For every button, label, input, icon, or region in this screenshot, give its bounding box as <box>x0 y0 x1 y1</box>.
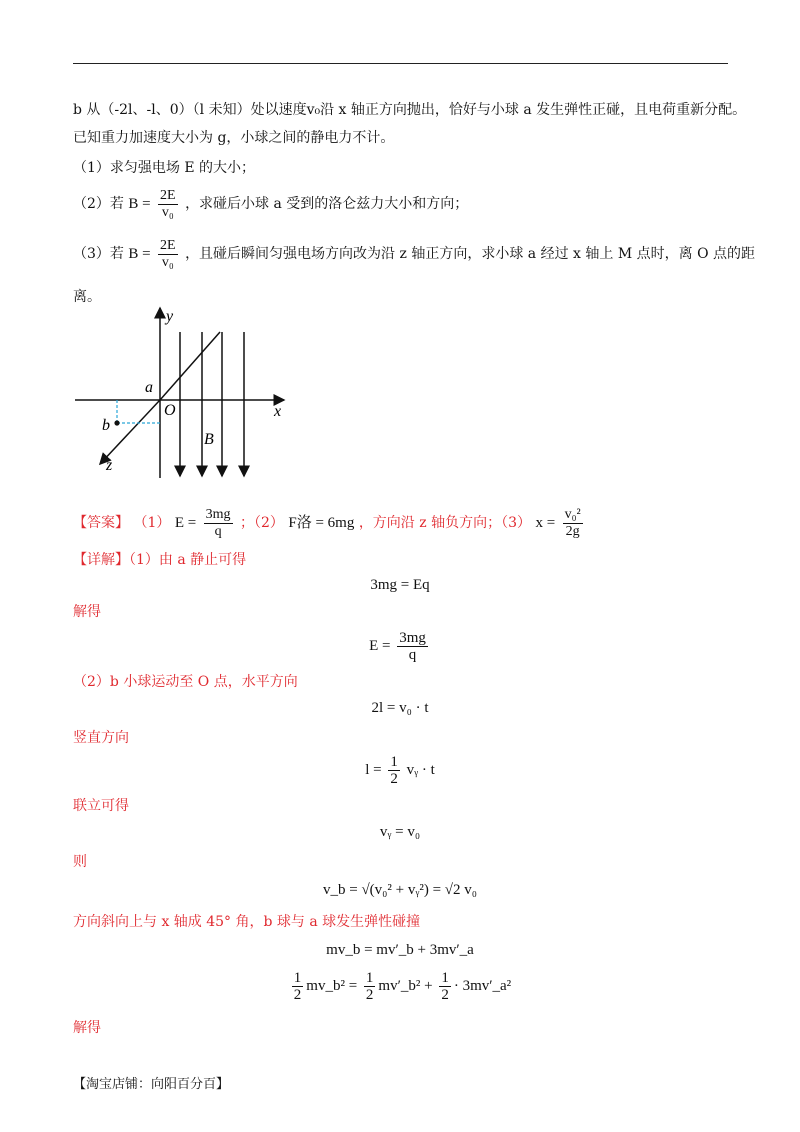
label-B: B <box>204 431 214 448</box>
equation-6: v_b = √(v₀² + vᵧ²) = √2 v₀ <box>322 882 477 898</box>
answer-force: F洛 = 6mg <box>288 515 355 531</box>
field-diagram <box>70 302 300 482</box>
answer-x-fraction <box>563 507 583 540</box>
problem-line-2: 已知重力加速度大小为 g，小球之间的静电力不计。 <box>73 130 395 146</box>
equation-2-num: 3mg <box>399 630 426 647</box>
equation-8-half-1-num: 1 <box>293 970 302 987</box>
question-3-end: 离。 <box>73 289 101 305</box>
equation-8-half-1-den: 2 <box>293 987 302 1004</box>
equation-1: 3mg = Eq <box>370 577 430 593</box>
answer-e-fraction <box>204 507 233 540</box>
question-2-suffix: ，求碰后小球 a 受到的洛仑兹力大小和方向； <box>185 196 469 212</box>
answer-x-den: 2g <box>565 523 580 539</box>
equation-8-half-3-den: 2 <box>441 987 449 1004</box>
answer-e-lhs: E = <box>174 515 197 531</box>
b-formula-fraction-2 <box>158 238 178 271</box>
question-2 <box>73 186 468 222</box>
answer-part-1: （1） <box>133 515 171 531</box>
answer-x-num: v₀² <box>564 506 581 522</box>
question-3-suffix: ，且碰后瞬间匀强电场方向改为沿 z 轴正方向，求小球 a 经过 x 轴上 M 点时，离 O 点的距 <box>185 246 755 262</box>
b-formula-num-2: 2E <box>160 237 176 253</box>
equation-8-half-2-den: 2 <box>365 987 374 1004</box>
b-formula-num: 2E <box>160 187 176 203</box>
equation-8-part-b: mv′_b² + <box>378 978 433 994</box>
equation-4-den: 2 <box>390 771 398 788</box>
question-3-prefix: （3）若 <box>73 246 124 262</box>
equation-8-part-c: · 3mv′_a² <box>453 978 512 994</box>
equation-5: vᵧ = v₀ <box>379 824 421 840</box>
equation-8-half-3-num: 1 <box>441 970 449 987</box>
label-x: x <box>274 403 282 420</box>
label-origin: O <box>164 402 176 419</box>
equation-8-half-2 <box>364 970 376 1003</box>
answer-direction: ，方向沿 z 轴负方向；（3） <box>358 515 531 531</box>
vertical-direction-label: 竖直方向 <box>73 730 129 746</box>
equation-2 <box>0 628 800 664</box>
detail-tag: 【详解】 <box>73 552 129 568</box>
incline-line <box>160 332 220 400</box>
equation-4-fraction <box>388 754 400 787</box>
question-2-prefix: （2）若 <box>73 196 124 212</box>
equation-8-half-3 <box>439 970 451 1003</box>
answer-tag: 【答案】 <box>73 515 129 531</box>
label-b: b <box>102 417 110 434</box>
equation-2-den: q <box>408 647 417 664</box>
answer-e-den: q <box>214 523 222 539</box>
then-label: 则 <box>73 854 87 870</box>
detail-step-1 <box>73 550 246 570</box>
label-z: z <box>106 457 113 474</box>
combine-label: 联立可得 <box>73 798 129 814</box>
answer-e-num: 3mg <box>205 506 231 522</box>
answer-part-2: ；（2） <box>240 515 284 531</box>
solve-label-2: 解得 <box>73 1020 101 1036</box>
equation-8-half-2-num: 1 <box>365 970 374 987</box>
equation-4-num: 1 <box>390 754 398 771</box>
equation-4-lhs: l = <box>365 762 382 778</box>
b-formula-fraction <box>158 188 178 221</box>
footer-shop-label: 【淘宝店铺：向阳百分百】 <box>73 1077 230 1092</box>
equation-3: 2l = v₀ · t <box>371 700 429 716</box>
equation-8-half-1 <box>292 970 304 1003</box>
header-rule <box>73 63 728 64</box>
label-y: y <box>166 308 174 325</box>
question-3 <box>73 236 755 272</box>
ball-b-dot <box>114 420 119 425</box>
question-1: （1）求匀强电场 E 的大小； <box>73 160 256 176</box>
answer-x-lhs: x = <box>535 515 556 531</box>
problem-line-1: b 从（-2l、-l、0）（l 未知）处以速度v₀沿 x 轴正方向抛出，恰好与小球 a 发生弹性正碰，且电荷重新分配。 <box>73 102 747 118</box>
equation-2-lhs: E = <box>369 638 391 654</box>
b-formula-lhs: B = <box>128 196 151 212</box>
equation-4 <box>0 752 800 788</box>
b-formula-den-2: v₀ <box>161 254 174 270</box>
equation-2-fraction <box>397 630 428 663</box>
b-formula-den: v₀ <box>161 204 174 220</box>
equation-8-part-a: mv_b² = <box>306 978 358 994</box>
detail-step-1-text: （1）由 a 静止可得 <box>129 552 247 568</box>
label-a: a <box>145 379 153 396</box>
equation-7: mv_b = mv′_b + 3mv′_a <box>326 942 474 958</box>
solve-label-1: 解得 <box>73 604 101 620</box>
direction-45-line: 方向斜向上与 x 轴成 45° 角，b 球与 a 球发生弹性碰撞 <box>73 914 421 930</box>
b-formula-lhs-2: B = <box>128 246 151 262</box>
equation-8 <box>0 966 800 1006</box>
equation-4-rhs: vᵧ · t <box>406 762 435 778</box>
detail-step-2: （2）b 小球运动至 O 点，水平方向 <box>73 674 298 690</box>
answer-line <box>73 506 586 540</box>
